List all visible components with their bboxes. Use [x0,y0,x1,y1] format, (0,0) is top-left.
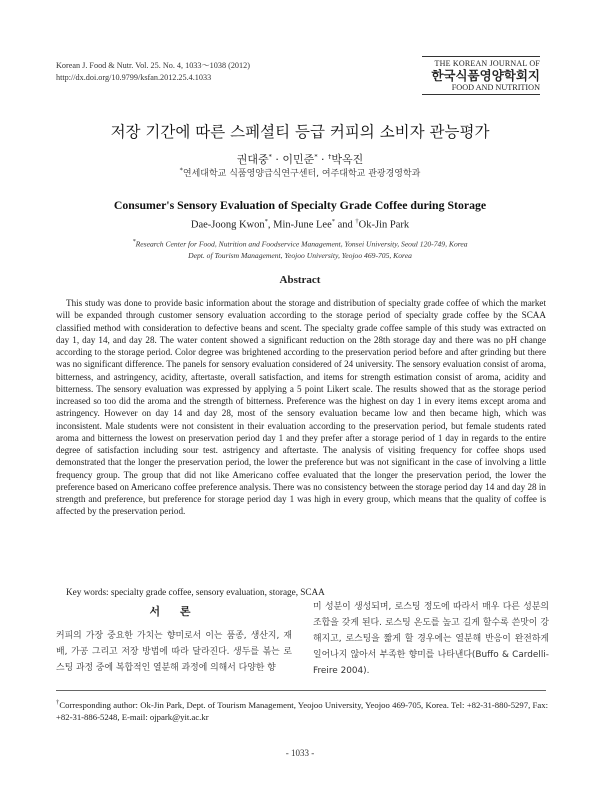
footnote-text: Corresponding author: Ok-Jin Park, Dept. of Tourism Management, Yeojoo University, Yeojoo 469-705, Korea. Tel: +82-31-880-5297, Fax: +82-31-886-5248, E-mail: ojpark@yit.ac.kr [56,699,548,723]
author-en-sep-2: and [335,219,356,231]
journal-logo [422,56,540,95]
author-en-1-mark: * [264,218,268,225]
affil-en-line-1-text: Research Center for Food, Nutrition and Foodservice Management, Yonsei University, Seoul 120-749, Korea [135,239,468,249]
intro-left-column: 커피의 가장 중요한 가치는 향미로서 이는 품종, 생산지, 재배, 가공 그리고 저장 방법에 따라 달라진다. 생두를 볶는 로스팅 과정 중에 복합적인 열분해 과정에 의해서 다양한 향 [56,631,292,673]
footnote-divider [56,690,546,691]
korean-title: 저장 기간에 따른 스페셜티 등급 커피의 소비자 관능평가 [110,123,490,141]
keywords: Key words: specialty grade coffee, sensory evaluation, storage, SCAA [66,587,325,597]
english-affiliation [0,236,600,262]
corresponding-author-footnote [56,697,548,724]
author-en-3-mark: † [355,218,359,225]
affil-en-line-1 [0,236,600,250]
citation-text: Korean J. Food & Nutr. Vol. 25. No. 4, 1033～1038 (2012) [56,61,250,70]
journal-name-en-top: THE KOREAN JOURNAL OF [422,56,540,68]
affil-ko-text: 연세대학교 식품영양급식연구센터, 여주대학교 관광경영학과 [182,169,421,179]
author-en-sep-1: , [267,219,274,231]
author-en-2: Min-June Lee [273,219,332,231]
author-ko-2-mark: * [314,152,318,161]
page-number: - 1033 - [285,748,315,758]
journal-name-en-bottom: FOOD AND NUTRITION [422,83,540,95]
author-ko-sep-2: · [317,153,329,166]
author-ko-3: 박옥진 [331,153,364,166]
abstract-body [56,297,546,518]
author-en-2-mark: * [331,218,335,225]
author-ko-1: 권대중 [236,153,269,166]
footnote-mark: † [56,699,60,706]
affil-ko-mark: * [179,166,183,174]
citation-header [56,60,250,84]
journal-name-ko: 한국식품영양학회지 [431,68,540,83]
intro-right-column: 미 성분이 생성되며, 로스팅 정도에 따라서 매우 다른 성분의 조합을 갖게 된다. 로스팅 온도를 높고 길게 할수록 쓴맛이 강해지고, 로스팅을 짧게 할 경우에는 열분해 반응이 완전하게 일어나지 않아서 부족한 향미를 나타낸다(Buffo & Cardelli-Freire 2004). [313,602,549,676]
english-authors [0,218,600,231]
author-en-1: Dae-Joong Kwon [190,219,265,231]
author-en-3: Ok-Jin Park [358,219,410,231]
doi-link[interactable]: http://dx.doi.org/10.9799/ksfan.2012.25.4.1033 [56,73,212,82]
author-ko-2: 이민준 [282,153,315,166]
english-title: Consumer's Sensory Evaluation of Specialty Grade Coffee during Storage [113,198,487,212]
affil-en-line-2: Dept. of Tourism Management, Yeojoo University, Yeojoo 469-705, Korea [188,251,412,261]
author-ko-3-mark: † [328,152,332,161]
korean-affiliation [0,166,600,179]
abstract-heading: Abstract [279,274,321,286]
korean-authors [0,151,600,167]
intro-heading: 서 론 [149,605,199,618]
author-ko-1-mark: * [268,152,272,161]
author-ko-sep-1: · [271,153,283,166]
affil-en-mark: * [132,238,136,245]
abstract-paragraph: This study was done to provide basic information about the storage and distribution of specialty grade coffee of which the market will be expanded through customer sensory evaluation according to the storage period of specialty grade coffee by the SCAA classified method with consideration to defective beans and scent. The specialty grade coffee sample of this study was extracted on day 1, day 14, and day 28. The water content showed a significant reduction on the 28th storage day and there was no pH change according to the storage period. Color degree was brightened according to the preservation period before and after grinding but there was no significant difference. The panels for sensory evaluation considered of 24 university. The sensory evaluation consist of aroma, bitterness, and astringency, acidity, aftertaste, overall satisfaction, and items for strength estimation consist of aroma, acidity and bitterness. The sensory evaluation was expressed by applying a 5 point Likert scale. The results showed that as the storage period increased so too did the aroma and the strength of bitterness. Preference was the highest on day 1 in every items except aroma and astringency. However on day 14 and day 28, most of the sensory evaluation became low and then became high, which was inconsistent. Male students were not consistent in their evaluation according to the preservation period, but female students rated aroma and bitterness the lowest on preservation period day 1 and they prefer after a storage period of 1 day in regards to the entire degree of satisfaction including sour test. astrigency and aftertaste. The analysis of visiting frequency for coffee shops used demonstrated that the longer the preservation period, the lower the preference but was not significant in the case of involving a little frequency group. The group that did not like Americano coffee evaluated that the longer the preservation period, the lower the preference based on Americano coffee preference analysis. There was no consistency between the storage period day 14 and day 28 in strength and preference, but preference for storage period day 1 was high in every group, which means that the quality of coffee is affected by the preservation period. [56,298,546,517]
